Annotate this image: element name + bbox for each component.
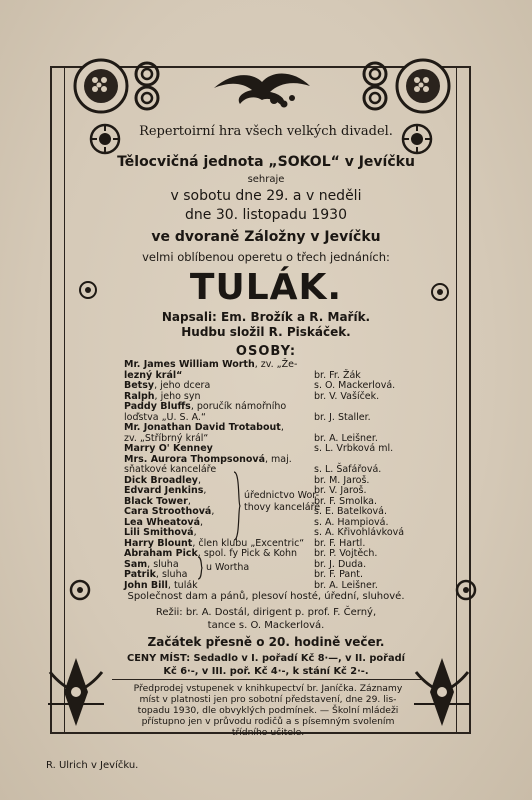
bracket-label-1: úřednictvo Wor- <box>244 490 320 501</box>
cast-role-detail: , člen klubu „Excentric“ <box>192 537 305 549</box>
start-time: Začátek přesně o 20. hodině večer. <box>147 635 385 649</box>
falcon-emblem-icon <box>212 66 312 110</box>
cast-role-name: Betsy <box>124 380 155 391</box>
cast-role-name: Lili Smithová <box>124 527 194 538</box>
cast-role-name: Patrik <box>124 569 156 580</box>
cast-actor: br. F. Hartl. <box>314 537 366 549</box>
cast-actor: br. F. Pant. <box>314 569 363 580</box>
cast-role-name: Lea Wheatová <box>124 516 200 528</box>
date-line-2: dne 30. listopadu 1930 <box>185 207 347 223</box>
cast-role-name: Abraham Pick <box>124 548 198 559</box>
notice-block <box>118 683 418 738</box>
cast-actor: br. V. Jaroš. <box>314 485 367 496</box>
servants-brace <box>196 555 204 581</box>
cast-role-name: Edvard Jenkins <box>124 485 204 496</box>
cast-role-name: Black Tower <box>124 495 188 507</box>
cast-role-name: Sam <box>124 558 148 570</box>
cast-role-detail: , jeho syn <box>154 390 201 402</box>
cast-actor: s. A. Hampiová. <box>314 516 389 528</box>
cast-role-name: Mr. James William Worth <box>124 359 255 370</box>
venue-line: ve dvoraně Záložny v Jevíčku <box>151 229 381 245</box>
cast-role-detail: , jeho dcera <box>154 380 211 391</box>
notice-line: třídního učitele. <box>231 727 305 738</box>
cast-role-detail: , maj. <box>264 453 292 465</box>
bracket-label-3: u Wortha <box>206 562 250 573</box>
top-left-flower-ornament <box>68 56 134 116</box>
prices-line-1: CENY MÍST: Sedadlo v I. pořadí Kč 8·—, v II. pořadí <box>127 653 405 664</box>
cast-actor: s. O. Mackerlová. <box>314 380 396 391</box>
prices-line-2: Kč 6·-, v III. poř. Kč 4·-, k stání Kč 2·-. <box>163 666 369 677</box>
cast-role-name: Marry O' Kenney <box>124 443 213 454</box>
society-line: Společnost dam a pánů, plesoví hosté, úřední, sluhové. <box>127 591 405 602</box>
description-line: velmi oblíbenou operetu o třech jednáních: <box>142 250 390 264</box>
top-right-spiral-ornament <box>358 60 392 112</box>
cast-actor: s. L. Šafářová. <box>314 464 382 475</box>
notice-divider <box>112 679 422 680</box>
cast-role-detail: , sluha <box>147 558 179 570</box>
cast-role-name: Dick Broadley <box>124 474 198 486</box>
cast-role-name: John Bill <box>124 579 168 591</box>
cast-actor: s. A. Křivohlávková <box>314 527 405 538</box>
presents-line: sehraje <box>247 174 285 185</box>
top-right-flower-ornament <box>390 56 456 116</box>
cast-role-detail: , <box>187 495 191 507</box>
top-left-spiral-ornament <box>130 60 164 112</box>
direction-line-2: tance s. O. Mackerlová. <box>207 620 325 631</box>
notice-line: topadu 1930, dle obvyklých podmínek. — Školní mládeži <box>137 705 399 716</box>
cast-actor: br. A. Leišner. <box>314 432 378 444</box>
cast-actor: br. P. Vojtěch. <box>314 548 378 559</box>
cast-heading: OSOBY: <box>235 344 297 359</box>
notice-line: míst v platnosti jen pro sobotní představení, dne 29. lis- <box>139 694 397 705</box>
cast-actor: s. L. Vrbková ml. <box>314 443 394 454</box>
cast-role-detail: , spol. fy Pick & Kohn <box>197 548 298 559</box>
date-line-1: v sobotu dne 29. a v neděli <box>170 188 362 204</box>
cast-role-detail: , <box>280 422 284 433</box>
cast-role-name: Harry Blount <box>124 537 193 549</box>
cast-role-detail: loďstva „U. S. A.“ <box>124 411 206 423</box>
cast-actor: br. F. Smolka. <box>314 495 377 507</box>
organization-name: Tělocvičná jednota „SOKOL“ v Jevíčku <box>117 154 415 170</box>
notice-line: Předprodej vstupenek v knihkupectví br. Janíčka. Záznamy <box>133 683 403 694</box>
cast-role-detail: sňatkové kanceláře <box>124 464 217 475</box>
composer-line: Hudbu složil R. Piskáček. <box>181 325 351 339</box>
cast-actor: br. M. Jaroš. <box>314 474 370 486</box>
printer-credit: R. Ulrich v Jevíčku. <box>46 760 139 771</box>
cast-actor: br. A. Leišner. <box>314 579 378 591</box>
cast-role-detail: , poručík námořního <box>190 401 287 412</box>
play-title: TULÁK. <box>189 267 343 308</box>
bracket-label-2: thovy kanceláře <box>244 502 321 513</box>
cast-role-name: Mr. Jonathan David Trotabout <box>124 422 281 433</box>
cast-role-detail: , zv. „Že- <box>254 359 298 370</box>
cast-role-detail: , <box>193 527 197 538</box>
cast-role-detail: , <box>211 506 215 517</box>
cast-row <box>124 580 424 592</box>
authors-line: Napsali: Em. Brožík a R. Mařík. <box>161 310 371 324</box>
cast-actor: br. J. Staller. <box>314 411 371 423</box>
cast-role-name: Paddy Bluffs <box>124 401 191 412</box>
cast-group-brace <box>232 470 242 542</box>
cast-role <box>124 580 198 592</box>
cast-role-name: lezný král“ <box>124 369 183 381</box>
cast-role-name: Ralph <box>124 390 155 402</box>
cast-role-detail: zv. „Stříbrný král“ <box>124 432 209 444</box>
cast-role-detail: , sluha <box>155 569 188 580</box>
cast-role-detail: , <box>199 516 204 528</box>
notice-line: přístupno jen v průvodu rodičů a s písemným svolením <box>141 716 395 727</box>
cast-role-detail: , <box>203 485 207 496</box>
cast-actor: br. J. Duda. <box>314 558 367 570</box>
cast-role-name: Mrs. Aurora Thompsonová <box>124 453 265 465</box>
repertoire-line: Repertoirní hra všech velkých divadel. <box>139 124 393 139</box>
cast-actor: br. Fr. Žák <box>314 369 361 381</box>
cast-role-name: Cara Stroothová <box>124 506 212 517</box>
cast-actor: s. E. Batelková. <box>314 506 388 517</box>
cast-actor: br. V. Vašíček. <box>314 390 380 402</box>
cast-role-detail: , <box>197 474 201 486</box>
cast-role-detail: , tulák <box>167 579 198 591</box>
direction-line-1: Režii: br. A. Dostál, dirigent p. prof. F. Černý, <box>155 607 377 618</box>
